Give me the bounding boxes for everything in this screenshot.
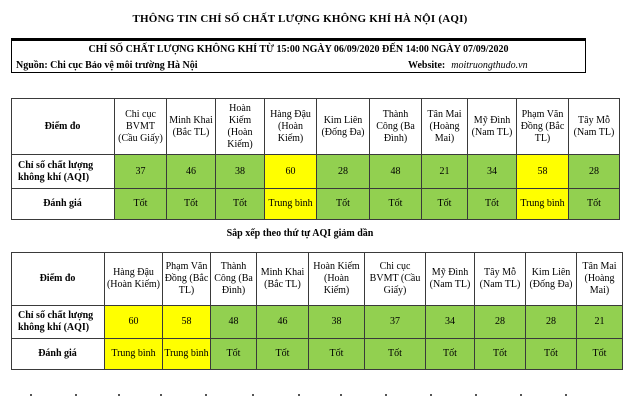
aqi-value: 48 xyxy=(370,155,422,189)
rating-value: Tốt xyxy=(309,339,365,370)
footer-dot xyxy=(160,394,162,396)
station-name: Minh Khai (Bắc TL) xyxy=(167,99,216,155)
website-link[interactable]: moitruongthudo.vn xyxy=(451,60,528,71)
footer-dots xyxy=(30,394,570,402)
footer-dot xyxy=(75,394,77,396)
footer-dot xyxy=(30,394,32,396)
station-name: Minh Khai (Bắc TL) xyxy=(257,253,309,306)
station-name: Tân Mai (Hoàng Mai) xyxy=(422,99,468,155)
aqi-header-label: Chỉ số chất lượng không khí (AQI) xyxy=(12,155,115,189)
footer-dot xyxy=(205,394,207,396)
rating-value: Trung bình xyxy=(105,339,163,370)
aqi-value: 28 xyxy=(317,155,370,189)
aqi-value: 37 xyxy=(365,306,426,339)
rating-value: Tốt xyxy=(257,339,309,370)
aqi-value: 58 xyxy=(517,155,569,189)
aqi-value: 48 xyxy=(211,306,257,339)
station-name: Thành Công (Ba Đình) xyxy=(211,253,257,306)
station-name: Chi cục BVMT (Cầu Giấy) xyxy=(115,99,167,155)
rating-value: Tốt xyxy=(422,189,468,220)
station-name: Hàng Đậu (Hoàn Kiếm) xyxy=(105,253,163,306)
rating-value: Tốt xyxy=(426,339,475,370)
footer-dot xyxy=(252,394,254,396)
station-row xyxy=(12,253,623,306)
aqi-value: 38 xyxy=(216,155,265,189)
footer-dot xyxy=(340,394,342,396)
rating-value: Tốt xyxy=(577,339,623,370)
aqi-value: 28 xyxy=(526,306,577,339)
rating-value: Trung bình xyxy=(163,339,211,370)
aqi-value: 46 xyxy=(257,306,309,339)
rating-value: Tốt xyxy=(365,339,426,370)
rating-value: Trung bình xyxy=(517,189,569,220)
station-name: Phạm Văn Đồng (Bắc TL) xyxy=(517,99,569,155)
rating-value: Tốt xyxy=(468,189,517,220)
station-name: Kim Liên (Đống Đa) xyxy=(317,99,370,155)
sorted-heading: Sắp xếp theo thứ tự AQI giảm dần xyxy=(226,228,374,239)
rating-value: Tốt xyxy=(475,339,526,370)
aqi-value: 37 xyxy=(115,155,167,189)
station-header-label: Điểm đo xyxy=(12,253,105,306)
info-website xyxy=(408,60,528,71)
station-name: Chi cục BVMT (Cầu Giấy) xyxy=(365,253,426,306)
station-header-label: Điểm đo xyxy=(12,99,115,155)
rating-header-label: Đánh giá xyxy=(12,339,105,370)
rating-value: Tốt xyxy=(216,189,265,220)
aqi-value: 38 xyxy=(309,306,365,339)
rating-value: Tốt xyxy=(211,339,257,370)
station-name: Phạm Văn Đồng (Bắc TL) xyxy=(163,253,211,306)
rating-value: Tốt xyxy=(569,189,620,220)
rating-value: Tốt xyxy=(526,339,577,370)
station-name: Tân Mai (Hoàng Mai) xyxy=(577,253,623,306)
aqi-header-label: Chỉ số chất lượng không khí (AQI) xyxy=(12,306,105,339)
rating-value: Trung bình xyxy=(265,189,317,220)
station-name: Mỹ Đình (Nam TL) xyxy=(426,253,475,306)
station-name: Tây Mỗ (Nam TL) xyxy=(569,99,620,155)
station-name: Mỹ Đình (Nam TL) xyxy=(468,99,517,155)
aqi-value: 21 xyxy=(422,155,468,189)
footer-dot xyxy=(118,394,120,396)
aqi-value: 60 xyxy=(265,155,317,189)
rating-row xyxy=(12,189,620,220)
aqi-table xyxy=(11,98,620,220)
footer-dot xyxy=(298,394,300,396)
station-name: Hoàn Kiếm (Hoàn Kiếm) xyxy=(216,99,265,155)
aqi-value: 28 xyxy=(569,155,620,189)
website-label: Website: xyxy=(408,60,446,71)
aqi-sorted-table xyxy=(11,252,623,370)
rating-value: Tốt xyxy=(317,189,370,220)
info-heading: CHỈ SỐ CHẤT LƯỢNG KHÔNG KHÍ TỪ 15:00 NGÀY 06/09/2020 ĐẾN 14:00 NGÀY 07/09/2020 xyxy=(88,44,509,55)
station-name: Hàng Đậu (Hoàn Kiếm) xyxy=(265,99,317,155)
rating-value: Tốt xyxy=(115,189,167,220)
rating-header-label: Đánh giá xyxy=(12,189,115,220)
station-name: Thành Công (Ba Đình) xyxy=(370,99,422,155)
footer-dot xyxy=(565,394,567,396)
rating-row xyxy=(12,339,623,370)
footer-dot xyxy=(520,394,522,396)
rating-value: Tốt xyxy=(370,189,422,220)
footer-dot xyxy=(475,394,477,396)
station-name: Hoàn Kiếm (Hoàn Kiếm) xyxy=(309,253,365,306)
aqi-value: 21 xyxy=(577,306,623,339)
footer-dot xyxy=(430,394,432,396)
aqi-value: 60 xyxy=(105,306,163,339)
station-row xyxy=(12,99,620,155)
station-name: Kim Liên (Đống Đa) xyxy=(526,253,577,306)
info-source: Nguồn: Chi cục Bảo vệ môi trường Hà Nội xyxy=(16,60,198,71)
footer-dot xyxy=(385,394,387,396)
aqi-value: 58 xyxy=(163,306,211,339)
aqi-row xyxy=(12,155,620,189)
aqi-value: 28 xyxy=(475,306,526,339)
page-title: THÔNG TIN CHỈ SỐ CHẤT LƯỢNG KHÔNG KHÍ HÀ NỘI (AQI) xyxy=(132,13,468,25)
aqi-value: 34 xyxy=(468,155,517,189)
rating-value: Tốt xyxy=(167,189,216,220)
aqi-value: 46 xyxy=(167,155,216,189)
aqi-row xyxy=(12,306,623,339)
station-name: Tây Mỗ (Nam TL) xyxy=(475,253,526,306)
aqi-value: 34 xyxy=(426,306,475,339)
info-box xyxy=(11,38,586,73)
